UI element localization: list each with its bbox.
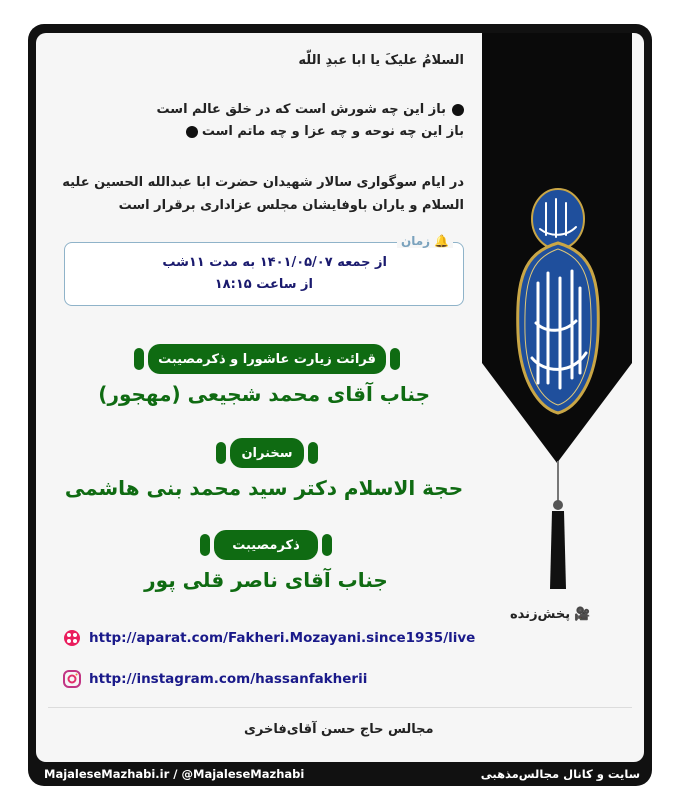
time-label-text: زمان: [400, 234, 431, 248]
intro-line-1: در ایام سوگواری سالار شهیدان حضرت ابا عبدالله الحسین علیه: [62, 175, 464, 190]
role-badge-lecturer: سخنران: [230, 438, 304, 468]
live-stream-text: پخش‌زنده: [510, 607, 571, 622]
announcement-card: [36, 33, 644, 762]
aparat-link-row[interactable]: [63, 629, 475, 647]
time-line-1: از جمعه ۱۴۰۱/۰۵/۰۷ به مدت ۱۱شب: [162, 255, 387, 270]
calligraphy-emblem-icon: [514, 183, 602, 415]
speaker-name-eulogist: جناب آقای ناصر قلی پور: [144, 568, 388, 592]
aparat-link[interactable]: http://aparat.com/Fakheri.Mozayani.since1935/live: [89, 630, 476, 646]
poem-line-2-text: باز این چه نوحه و چه عزا و چه ماتم است: [201, 124, 464, 139]
divider: [48, 707, 632, 708]
aparat-icon: [63, 629, 81, 647]
time-label: [397, 234, 453, 248]
bell-icon: 🔔: [434, 234, 449, 248]
organizer-signature: مجالس حاج حسن آقای‌فاخری: [244, 722, 434, 737]
greeting-text: السلامُ علیکَ یا ابا عبدِ اللّه: [298, 53, 464, 68]
time-box: [64, 234, 464, 306]
footer-site-handle: MajaleseMazhabi.ir / @MajaleseMazhabi: [44, 767, 305, 781]
role-badge-eulogist: ذکرمصیبت: [214, 530, 318, 560]
poem-line-1-text: باز این چه شورش است که در خلق عالم است: [156, 102, 446, 117]
footer-channel-label: سایت و کانال مجالس‌مذهبی: [480, 767, 640, 781]
speaker-name-lecturer: حجة الاسلام دکتر سید محمد بنی هاشمی: [64, 476, 464, 500]
instagram-link-row[interactable]: [63, 670, 367, 688]
tassel: [546, 461, 570, 591]
intro-line-2: السلام و یاران باوفایشان مجلس عزاداری برقرار است: [118, 198, 464, 213]
bullet-dot-icon: [452, 104, 464, 116]
poem-line-1: [157, 102, 464, 117]
bullet-dot-icon: [186, 126, 198, 138]
footer-bar: [0, 764, 680, 786]
instagram-icon: [63, 670, 81, 688]
role-badge-reader: قرائت زیارت عاشورا و ذکرمصیبت: [148, 344, 386, 374]
speaker-name-reader: جناب آقای محمد شجیعی (مهجور): [98, 382, 430, 406]
camera-icon: 🎥: [574, 607, 591, 622]
instagram-link[interactable]: http://instagram.com/hassanfakherii: [89, 671, 368, 687]
poem-line-2: [186, 124, 464, 139]
live-stream-label: [510, 607, 590, 622]
time-line-2: از ساعت ۱۸:۱۵: [214, 277, 313, 292]
